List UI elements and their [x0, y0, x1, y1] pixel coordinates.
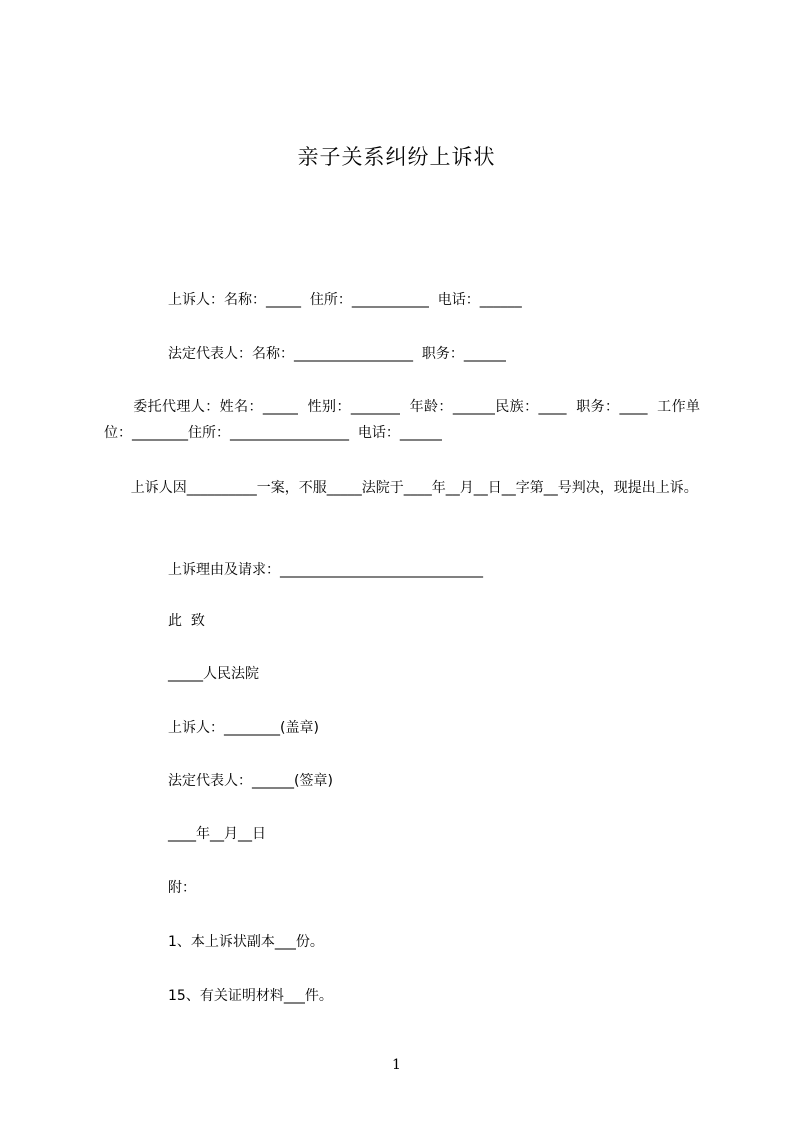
case-paragraph: 上诉人因__________一案，不服_____法院于____年__月__日__字第__号判决，现提出上诉。	[104, 480, 698, 496]
appellant-line: 上诉人：名称：_____ 住所：___________ 电话：______	[168, 292, 522, 308]
agent-paragraph: 委托代理人：姓名：_____ 性别：_______ 年龄：______民族：____ 职务：____ 工作单位：________住所：_________________ 电话：______	[104, 399, 700, 441]
court-line: _____人民法院	[168, 666, 259, 682]
legal-representative-line: 法定代表人：名称：_________________ 职务：______	[168, 346, 506, 362]
document-title: 亲子关系纠纷上诉状	[297, 145, 496, 169]
appellant-signature-line: 上诉人：________(盖章)	[168, 720, 319, 736]
date-line: ____年__月__日	[168, 826, 266, 842]
reasons-line: 上诉理由及请求：_____________________________	[168, 562, 483, 578]
attachment-item-2: 15、有关证明材料___件。	[168, 988, 333, 1004]
attachment-label: 附：	[168, 880, 196, 896]
salutation-line: 此 致	[168, 613, 205, 629]
representative-signature-line: 法定代表人：______(签章)	[168, 773, 333, 789]
page-number: 1	[392, 1057, 401, 1073]
attachment-item-1: 1、本上诉状副本___份。	[168, 934, 324, 950]
